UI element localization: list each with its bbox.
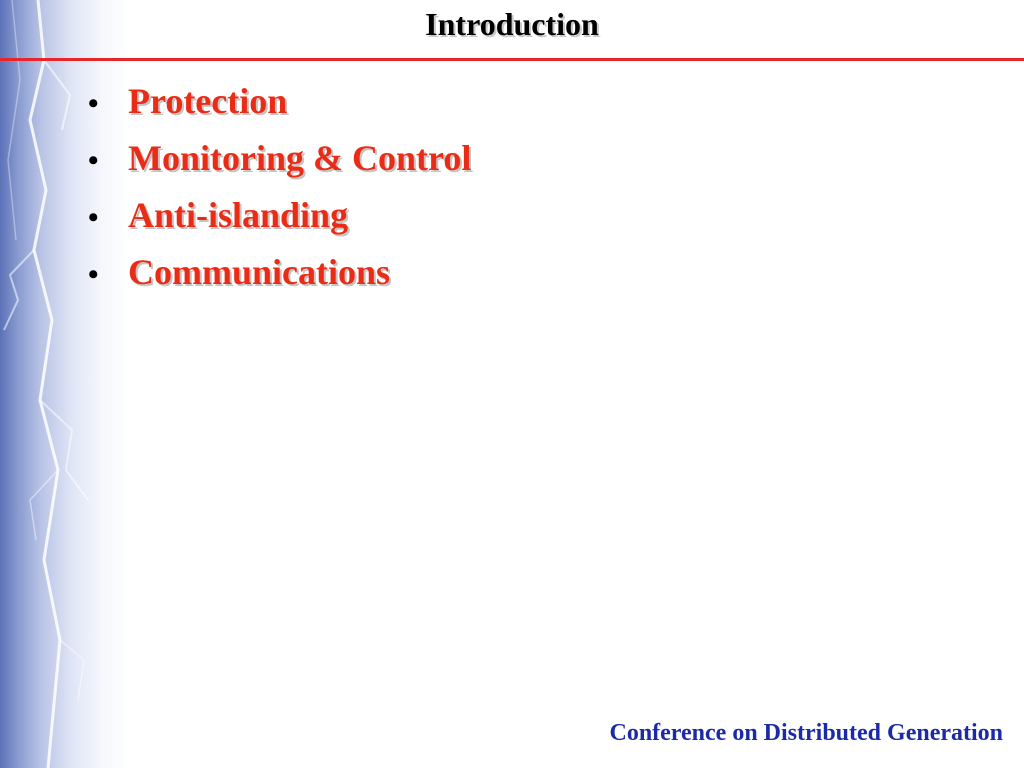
slide-title: Introduction bbox=[425, 6, 599, 42]
list-item bbox=[88, 137, 471, 194]
bullet-dot-icon: • bbox=[88, 87, 99, 120]
bullet-dot-icon: • bbox=[88, 144, 99, 177]
bullet-text-communications: Communications bbox=[128, 252, 391, 292]
bullet-dot-icon: • bbox=[88, 258, 99, 291]
bullet-text-anti-islanding: Anti-islanding bbox=[128, 195, 349, 235]
list-item bbox=[88, 194, 471, 251]
list-item bbox=[88, 80, 471, 137]
bullet-list bbox=[88, 80, 471, 308]
list-item bbox=[88, 251, 471, 308]
bullet-text-monitoring-control: Monitoring & Control bbox=[128, 138, 472, 178]
bullet-text-protection: Protection bbox=[128, 81, 288, 121]
footer-conference-name: Conference on Distributed Generation bbox=[609, 720, 1003, 746]
title-divider bbox=[0, 58, 1024, 61]
bullet-dot-icon: • bbox=[88, 201, 99, 234]
